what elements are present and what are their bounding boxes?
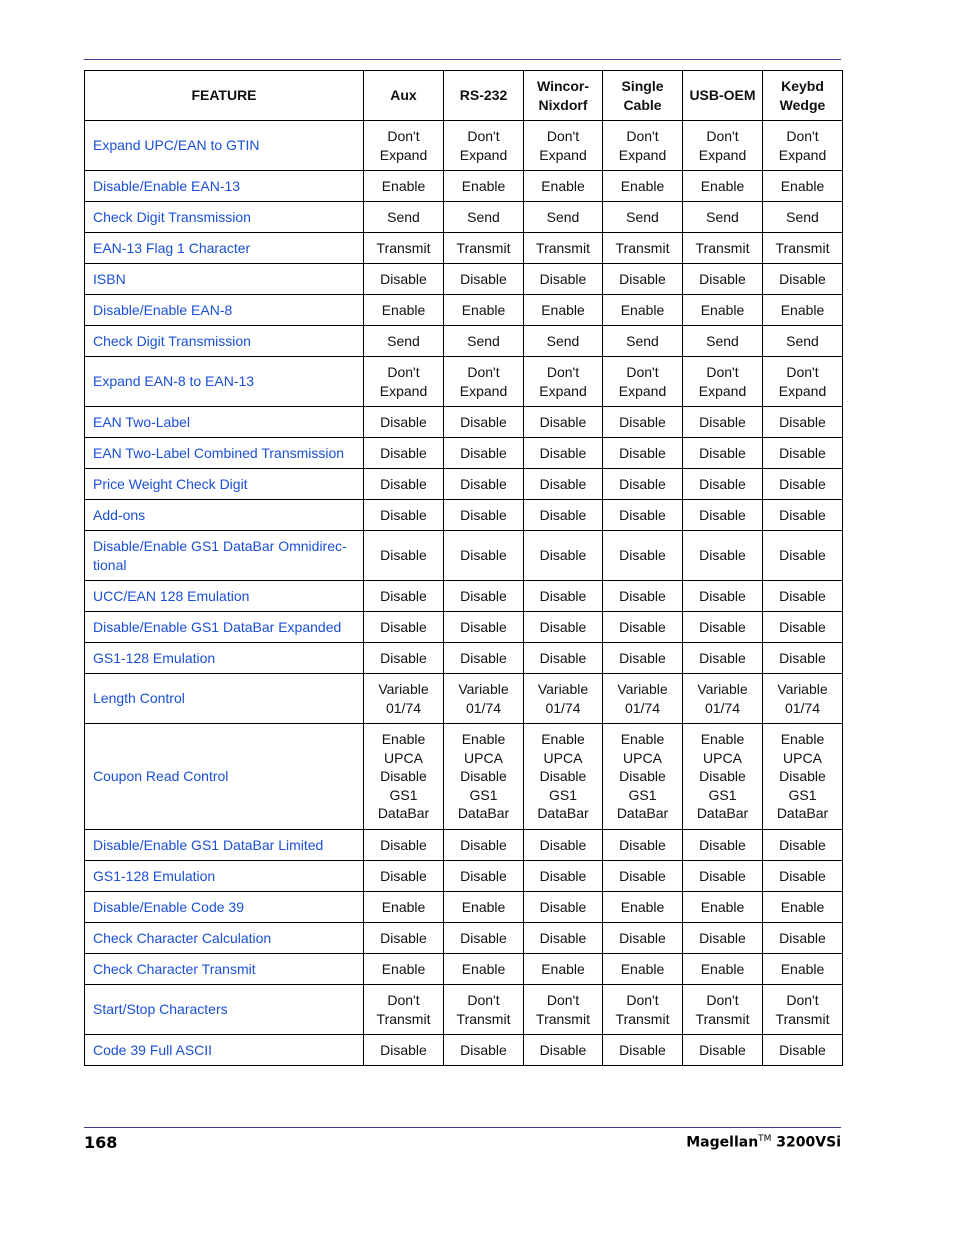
table-cell: Variable 01/74 [683, 674, 763, 724]
table-cell: Send [763, 202, 843, 233]
table-cell: Disable [364, 407, 444, 438]
feature-link[interactable]: EAN Two-Label [85, 407, 364, 438]
table-cell: Disable [603, 861, 683, 892]
table-cell: Disable [603, 469, 683, 500]
table-cell: Enable [444, 954, 524, 985]
table-cell: Disable [603, 407, 683, 438]
table-row [85, 581, 843, 612]
table-cell: Don't Expand [444, 121, 524, 171]
table-cell: Disable [364, 264, 444, 295]
table-cell: Disable [524, 830, 603, 861]
table-row [85, 643, 843, 674]
feature-link[interactable]: GS1-128 Emulation [85, 643, 364, 674]
table-cell: Don't Expand [763, 357, 843, 407]
header-single-cable: Single Cable [603, 71, 683, 121]
table-cell: Enable [364, 171, 444, 202]
table-row [85, 326, 843, 357]
trademark-mark: TM [758, 1134, 772, 1144]
table-cell: Enable UPCA Disable GS1 DataBar [524, 724, 603, 830]
table-cell: Disable [524, 531, 603, 581]
table-cell: Don't Transmit [683, 985, 763, 1035]
table-cell: Disable [603, 830, 683, 861]
table-cell: Disable [763, 923, 843, 954]
table-cell: Disable [444, 830, 524, 861]
table-cell: Send [364, 326, 444, 357]
table-cell: Disable [763, 643, 843, 674]
table-row [85, 674, 843, 724]
feature-link[interactable]: Disable/Enable GS1 DataBar Limited [85, 830, 364, 861]
table-cell: Disable [683, 581, 763, 612]
top-rule [84, 59, 841, 60]
table-cell: Disable [364, 469, 444, 500]
table-cell: Disable [603, 612, 683, 643]
table-cell: Send [444, 202, 524, 233]
table-cell: Disable [524, 264, 603, 295]
feature-link[interactable]: Start/Stop Characters [85, 985, 364, 1035]
table-cell: Don't Expand [364, 121, 444, 171]
table-row [85, 233, 843, 264]
feature-link[interactable]: Expand EAN-8 to EAN-13 [85, 357, 364, 407]
table-cell: Send [683, 202, 763, 233]
table-row [85, 264, 843, 295]
header-feature: FEATURE [85, 71, 364, 121]
table-cell: Enable [524, 295, 603, 326]
table-row [85, 612, 843, 643]
table-cell: Disable [364, 438, 444, 469]
table-cell: Don't Transmit [444, 985, 524, 1035]
table-cell: Send [364, 202, 444, 233]
feature-link[interactable]: Disable/Enable GS1 DataBar Expanded [85, 612, 364, 643]
table-cell: Send [524, 326, 603, 357]
table-cell: Enable [763, 171, 843, 202]
table-cell: Don't Expand [763, 121, 843, 171]
feature-link[interactable]: GS1-128 Emulation [85, 861, 364, 892]
table-cell: Enable [683, 295, 763, 326]
feature-link[interactable]: Check Character Calculation [85, 923, 364, 954]
table-cell: Disable [364, 643, 444, 674]
table-cell: Disable [524, 500, 603, 531]
table-cell: Enable UPCA Disable GS1 DataBar [364, 724, 444, 830]
table-row [85, 892, 843, 923]
feature-link[interactable]: Disable/Enable EAN-13 [85, 171, 364, 202]
table-cell: Disable [524, 469, 603, 500]
table-cell: Enable UPCA Disable GS1 DataBar [603, 724, 683, 830]
table-cell: Disable [683, 500, 763, 531]
table-cell: Disable [763, 581, 843, 612]
table-cell: Disable [364, 500, 444, 531]
table-cell: Enable [763, 295, 843, 326]
table-cell: Disable [444, 407, 524, 438]
table-cell: Disable [444, 264, 524, 295]
product-name: Magellan [686, 1134, 759, 1151]
table-cell: Disable [364, 612, 444, 643]
table-row [85, 1035, 843, 1066]
feature-link[interactable]: Length Control [85, 674, 364, 724]
table-cell: Enable UPCA Disable GS1 DataBar [683, 724, 763, 830]
table-cell: Disable [763, 264, 843, 295]
feature-link[interactable]: UCC/EAN 128 Emulation [85, 581, 364, 612]
table-cell: Enable [603, 295, 683, 326]
table-cell: Don't Transmit [603, 985, 683, 1035]
feature-link[interactable]: Check Digit Transmission [85, 202, 364, 233]
feature-link[interactable]: Disable/Enable EAN-8 [85, 295, 364, 326]
table-cell: Transmit [364, 233, 444, 264]
table-row [85, 121, 843, 171]
table-cell: Transmit [763, 233, 843, 264]
table-cell: Disable [444, 612, 524, 643]
table-cell: Don't Expand [444, 357, 524, 407]
table-cell: Don't Expand [524, 121, 603, 171]
table-cell: Disable [524, 861, 603, 892]
table-cell: Disable [683, 438, 763, 469]
table-cell: Disable [524, 612, 603, 643]
table-cell: Disable [364, 830, 444, 861]
table-cell: Enable [364, 954, 444, 985]
table-cell: Enable UPCA Disable GS1 DataBar [763, 724, 843, 830]
feature-link[interactable]: Coupon Read Control [85, 724, 364, 830]
table-cell: Variable 01/74 [763, 674, 843, 724]
header-rs232: RS-232 [444, 71, 524, 121]
table-row [85, 469, 843, 500]
table-cell: Transmit [444, 233, 524, 264]
table-cell: Disable [683, 923, 763, 954]
table-cell: Enable [444, 295, 524, 326]
table-cell: Disable [444, 861, 524, 892]
table-cell: Variable 01/74 [364, 674, 444, 724]
table-cell: Disable [763, 500, 843, 531]
table-cell: Disable [603, 581, 683, 612]
table-cell: Variable 01/74 [524, 674, 603, 724]
table-row [85, 500, 843, 531]
feature-link[interactable]: Add-ons [85, 500, 364, 531]
table-cell: Send [603, 202, 683, 233]
table-cell: Don't Expand [683, 121, 763, 171]
table-cell: Transmit [524, 233, 603, 264]
feature-link[interactable]: EAN-13 Flag 1 Character [85, 233, 364, 264]
table-cell: Enable [603, 954, 683, 985]
table-cell: Send [683, 326, 763, 357]
table-row [85, 724, 843, 830]
table-row [85, 438, 843, 469]
table-row [85, 985, 843, 1035]
table-cell: Enable [603, 892, 683, 923]
table-cell: Disable [763, 469, 843, 500]
feature-link[interactable]: Price Weight Check Digit [85, 469, 364, 500]
table-cell: Disable [524, 407, 603, 438]
table-cell: Disable [683, 264, 763, 295]
table-cell: Don't Expand [603, 121, 683, 171]
table-cell: Variable 01/74 [444, 674, 524, 724]
table-cell: Disable [444, 531, 524, 581]
table-cell: Disable [364, 861, 444, 892]
table-cell: Send [444, 326, 524, 357]
table-cell: Disable [524, 438, 603, 469]
table-cell: Disable [763, 612, 843, 643]
table-cell: Disable [444, 469, 524, 500]
table-cell: Don't Transmit [364, 985, 444, 1035]
table-cell: Disable [364, 923, 444, 954]
table-row [85, 171, 843, 202]
table-cell: Disable [763, 830, 843, 861]
table-cell: Transmit [603, 233, 683, 264]
table-cell: Enable [364, 295, 444, 326]
table-cell: Don't Expand [683, 357, 763, 407]
table-row [85, 830, 843, 861]
page-number: 168 [84, 1133, 118, 1152]
header-keybd-wedge: Keybd Wedge [763, 71, 843, 121]
table-cell: Disable [364, 581, 444, 612]
table-cell: Disable [683, 861, 763, 892]
table-cell: Disable [603, 438, 683, 469]
table-cell: Enable [683, 171, 763, 202]
table-cell: Disable [444, 581, 524, 612]
table-cell: Don't Expand [364, 357, 444, 407]
table-cell: Disable [603, 531, 683, 581]
table-cell: Enable [444, 171, 524, 202]
table-cell: Disable [683, 469, 763, 500]
table-cell: Don't Expand [603, 357, 683, 407]
table-cell: Transmit [683, 233, 763, 264]
table-cell: Disable [683, 643, 763, 674]
table-cell: Disable [763, 438, 843, 469]
table-cell: Send [603, 326, 683, 357]
table-row [85, 295, 843, 326]
table-cell: Enable UPCA Disable GS1 DataBar [444, 724, 524, 830]
table-cell: Disable [524, 892, 603, 923]
table-cell: Disable [763, 861, 843, 892]
feature-link[interactable]: Code 39 Full ASCII [85, 1035, 364, 1066]
table-cell: Enable [444, 892, 524, 923]
table-cell: Disable [683, 407, 763, 438]
table-cell: Enable [763, 892, 843, 923]
table-cell: Disable [364, 1035, 444, 1066]
table-cell: Disable [444, 438, 524, 469]
feature-link[interactable]: Expand UPC/EAN to GTIN [85, 121, 364, 171]
table-cell: Disable [444, 643, 524, 674]
table-cell: Enable [603, 171, 683, 202]
feature-link[interactable]: EAN Two-Label Combined Transmission [85, 438, 364, 469]
feature-link[interactable]: Check Character Transmit [85, 954, 364, 985]
table-cell: Disable [763, 407, 843, 438]
feature-link[interactable]: Disable/Enable Code 39 [85, 892, 364, 923]
table-cell: Disable [683, 830, 763, 861]
table-cell: Disable [603, 500, 683, 531]
bottom-rule [84, 1127, 841, 1128]
table-cell: Enable [524, 171, 603, 202]
table-cell: Disable [603, 264, 683, 295]
table-row [85, 861, 843, 892]
table-header-row [85, 71, 843, 121]
table-cell: Disable [603, 1035, 683, 1066]
table-cell: Disable [444, 1035, 524, 1066]
table-row [85, 531, 843, 581]
table-cell: Don't Transmit [524, 985, 603, 1035]
table-cell: Enable [364, 892, 444, 923]
table-cell: Send [524, 202, 603, 233]
table-row [85, 923, 843, 954]
header-aux: Aux [364, 71, 444, 121]
header-wincor-nixdorf: Wincor- Nixdorf [524, 71, 603, 121]
table-cell: Variable 01/74 [603, 674, 683, 724]
table-cell: Send [763, 326, 843, 357]
table-cell: Disable [683, 531, 763, 581]
feature-link[interactable]: ISBN [85, 264, 364, 295]
table-cell: Disable [763, 1035, 843, 1066]
feature-link[interactable]: Disable/Enable GS1 DataBar Omnidirec- tional [85, 531, 364, 581]
table-cell: Don't Expand [524, 357, 603, 407]
feature-defaults-table [84, 70, 843, 1066]
table-cell: Disable [683, 612, 763, 643]
table-row [85, 954, 843, 985]
table-cell: Disable [603, 923, 683, 954]
table-cell: Disable [444, 923, 524, 954]
table-cell: Disable [444, 500, 524, 531]
table-cell: Disable [524, 643, 603, 674]
table-cell: Disable [683, 1035, 763, 1066]
table-cell: Enable [524, 954, 603, 985]
table-cell: Disable [524, 581, 603, 612]
table-cell: Enable [683, 892, 763, 923]
table-row [85, 407, 843, 438]
footer-product-title [686, 1134, 841, 1151]
table-row [85, 357, 843, 407]
table-cell: Enable [763, 954, 843, 985]
table-cell: Disable [524, 1035, 603, 1066]
feature-link[interactable]: Check Digit Transmission [85, 326, 364, 357]
table-cell: Disable [603, 643, 683, 674]
table-row [85, 202, 843, 233]
table-cell: Disable [364, 531, 444, 581]
table-cell: Disable [524, 923, 603, 954]
table-cell: Disable [763, 531, 843, 581]
table-cell: Enable [683, 954, 763, 985]
table-cell: Don't Transmit [763, 985, 843, 1035]
header-usb-oem: USB-OEM [683, 71, 763, 121]
product-model: 3200VSi [771, 1134, 841, 1151]
